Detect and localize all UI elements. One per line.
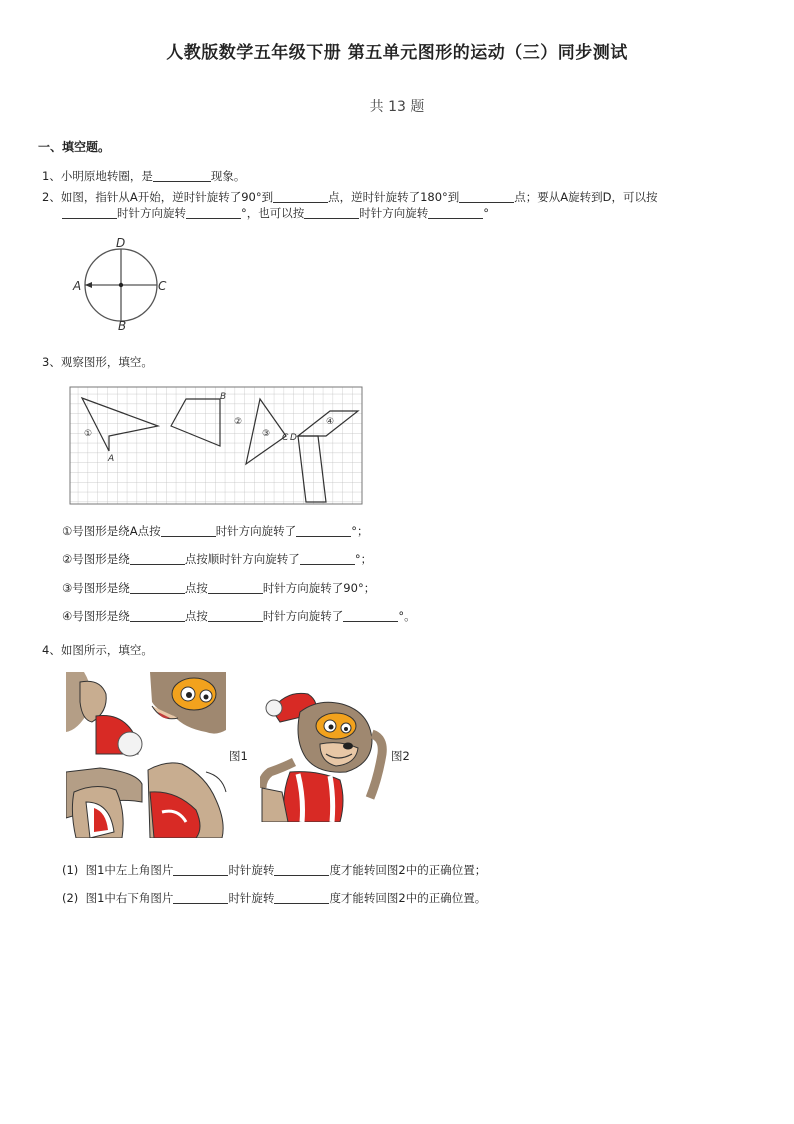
question-3-item-4 bbox=[62, 608, 416, 624]
question-3-item-2 bbox=[62, 551, 372, 567]
question-text: ①号图形是绕A点按 bbox=[62, 524, 161, 538]
label-A: A bbox=[108, 454, 115, 464]
label-shape-4: ④ bbox=[326, 417, 335, 427]
question-text: °； bbox=[354, 552, 373, 566]
question-number: 3、 bbox=[42, 355, 61, 369]
section-heading: 一、填空题。 bbox=[38, 140, 111, 154]
question-text: 点按顺时针方向旋转了 bbox=[184, 552, 300, 566]
question-text: 时针旋转 bbox=[228, 891, 275, 905]
label-D: D bbox=[290, 433, 297, 443]
pointer-arrowhead bbox=[85, 282, 92, 288]
question-text: 点；要从A旋转到D，可以按 bbox=[514, 190, 658, 204]
figure-2-label: 图2 bbox=[391, 749, 410, 763]
tile-top-left bbox=[66, 672, 144, 756]
answer-blank[interactable] bbox=[296, 524, 351, 537]
question-text: 时针方向旋转了 bbox=[262, 609, 344, 623]
question-text: 时针方向旋转了90°； bbox=[262, 581, 376, 595]
answer-blank[interactable] bbox=[186, 206, 241, 219]
label-D: D bbox=[116, 236, 126, 250]
answer-blank[interactable] bbox=[62, 206, 117, 219]
question-count: 共 13 题 bbox=[369, 99, 425, 115]
question-2-continued bbox=[62, 205, 489, 221]
answer-blank[interactable] bbox=[173, 863, 228, 876]
question-text: 小明原地转圈，是 bbox=[60, 169, 153, 183]
label-C: C bbox=[282, 433, 289, 443]
answer-blank[interactable] bbox=[459, 190, 514, 203]
answer-blank[interactable] bbox=[161, 524, 216, 537]
answer-blank[interactable] bbox=[274, 891, 329, 904]
answer-blank[interactable] bbox=[208, 581, 263, 594]
answer-blank[interactable] bbox=[130, 581, 185, 594]
question-text: °； bbox=[351, 524, 369, 538]
question-text: ④号图形是绕 bbox=[62, 609, 130, 623]
answer-blank[interactable] bbox=[273, 190, 328, 203]
monkey-figure-2 bbox=[260, 688, 390, 822]
question-text: 点按 bbox=[184, 609, 208, 623]
question-text: 点按 bbox=[184, 581, 208, 595]
question-number: 4、 bbox=[42, 643, 61, 657]
part-number: (1) bbox=[62, 863, 79, 877]
question-text: 度才能转回图2中的正确位置。 bbox=[329, 891, 487, 905]
question-text: °。 bbox=[398, 609, 416, 623]
figure-1-label: 图1 bbox=[229, 749, 248, 763]
question-text: 时针方向旋转 bbox=[359, 206, 429, 220]
question-text: °，也可以按 bbox=[241, 206, 305, 220]
answer-blank[interactable] bbox=[208, 609, 263, 622]
answer-blank[interactable] bbox=[153, 169, 211, 182]
answer-blank[interactable] bbox=[300, 552, 355, 565]
answer-blank[interactable] bbox=[173, 891, 228, 904]
grid-background bbox=[70, 387, 362, 504]
label-shape-2: ② bbox=[234, 417, 243, 427]
label-shape-1: ① bbox=[84, 429, 93, 439]
question-text: 观察图形，填空。 bbox=[60, 355, 153, 369]
grid-rotation-diagram bbox=[68, 384, 364, 506]
question-number: 2、 bbox=[42, 190, 61, 204]
label-shape-3: ③ bbox=[262, 429, 271, 439]
question-text: 图1中右下角图片 bbox=[85, 891, 174, 905]
question-text: 时针旋转 bbox=[228, 863, 275, 877]
answer-blank[interactable] bbox=[304, 206, 359, 219]
question-text: 度才能转回图2中的正确位置； bbox=[329, 863, 487, 877]
question-3-item-1 bbox=[62, 523, 368, 539]
question-text: 时针方向旋转 bbox=[117, 206, 186, 220]
question-3-item-3 bbox=[62, 580, 375, 596]
question-3 bbox=[42, 354, 153, 370]
question-4 bbox=[42, 642, 153, 658]
question-number: 1、 bbox=[42, 169, 61, 183]
question-4-part-2 bbox=[62, 890, 486, 906]
question-2 bbox=[42, 189, 658, 205]
question-text: 如图，指针从A开始，逆时针旋转了90°到 bbox=[60, 190, 274, 204]
label-B: B bbox=[220, 392, 227, 402]
answer-blank[interactable] bbox=[130, 552, 185, 565]
answer-blank[interactable] bbox=[428, 206, 483, 219]
question-text: ③号图形是绕 bbox=[62, 581, 130, 595]
question-text: 点，逆时针旋转了180°到 bbox=[328, 190, 460, 204]
tile-bottom-right bbox=[148, 763, 226, 838]
part-number: (2) bbox=[62, 891, 79, 905]
question-1 bbox=[42, 168, 245, 184]
monkey-figure-1 bbox=[66, 672, 228, 838]
clock-diagram bbox=[66, 232, 176, 332]
tile-bottom-left bbox=[66, 768, 142, 838]
question-text: 现象。 bbox=[210, 169, 246, 183]
label-A: A bbox=[73, 279, 82, 293]
question-text: ° bbox=[483, 206, 489, 220]
document-title: 人教版数学五年级下册 第五单元图形的运动（三）同步测试 bbox=[166, 43, 628, 63]
answer-blank[interactable] bbox=[343, 609, 398, 622]
question-text: ②号图形是绕 bbox=[62, 552, 130, 566]
center-dot bbox=[119, 283, 123, 287]
question-text: 时针方向旋转了 bbox=[215, 524, 297, 538]
answer-blank[interactable] bbox=[130, 609, 185, 622]
label-C: C bbox=[158, 279, 167, 293]
tile-top-right bbox=[150, 672, 226, 734]
label-B: B bbox=[118, 319, 127, 332]
question-text: 图1中左上角图片 bbox=[85, 863, 174, 877]
question-text: 如图所示，填空。 bbox=[60, 643, 153, 657]
question-4-part-1 bbox=[62, 862, 486, 878]
answer-blank[interactable] bbox=[274, 863, 329, 876]
